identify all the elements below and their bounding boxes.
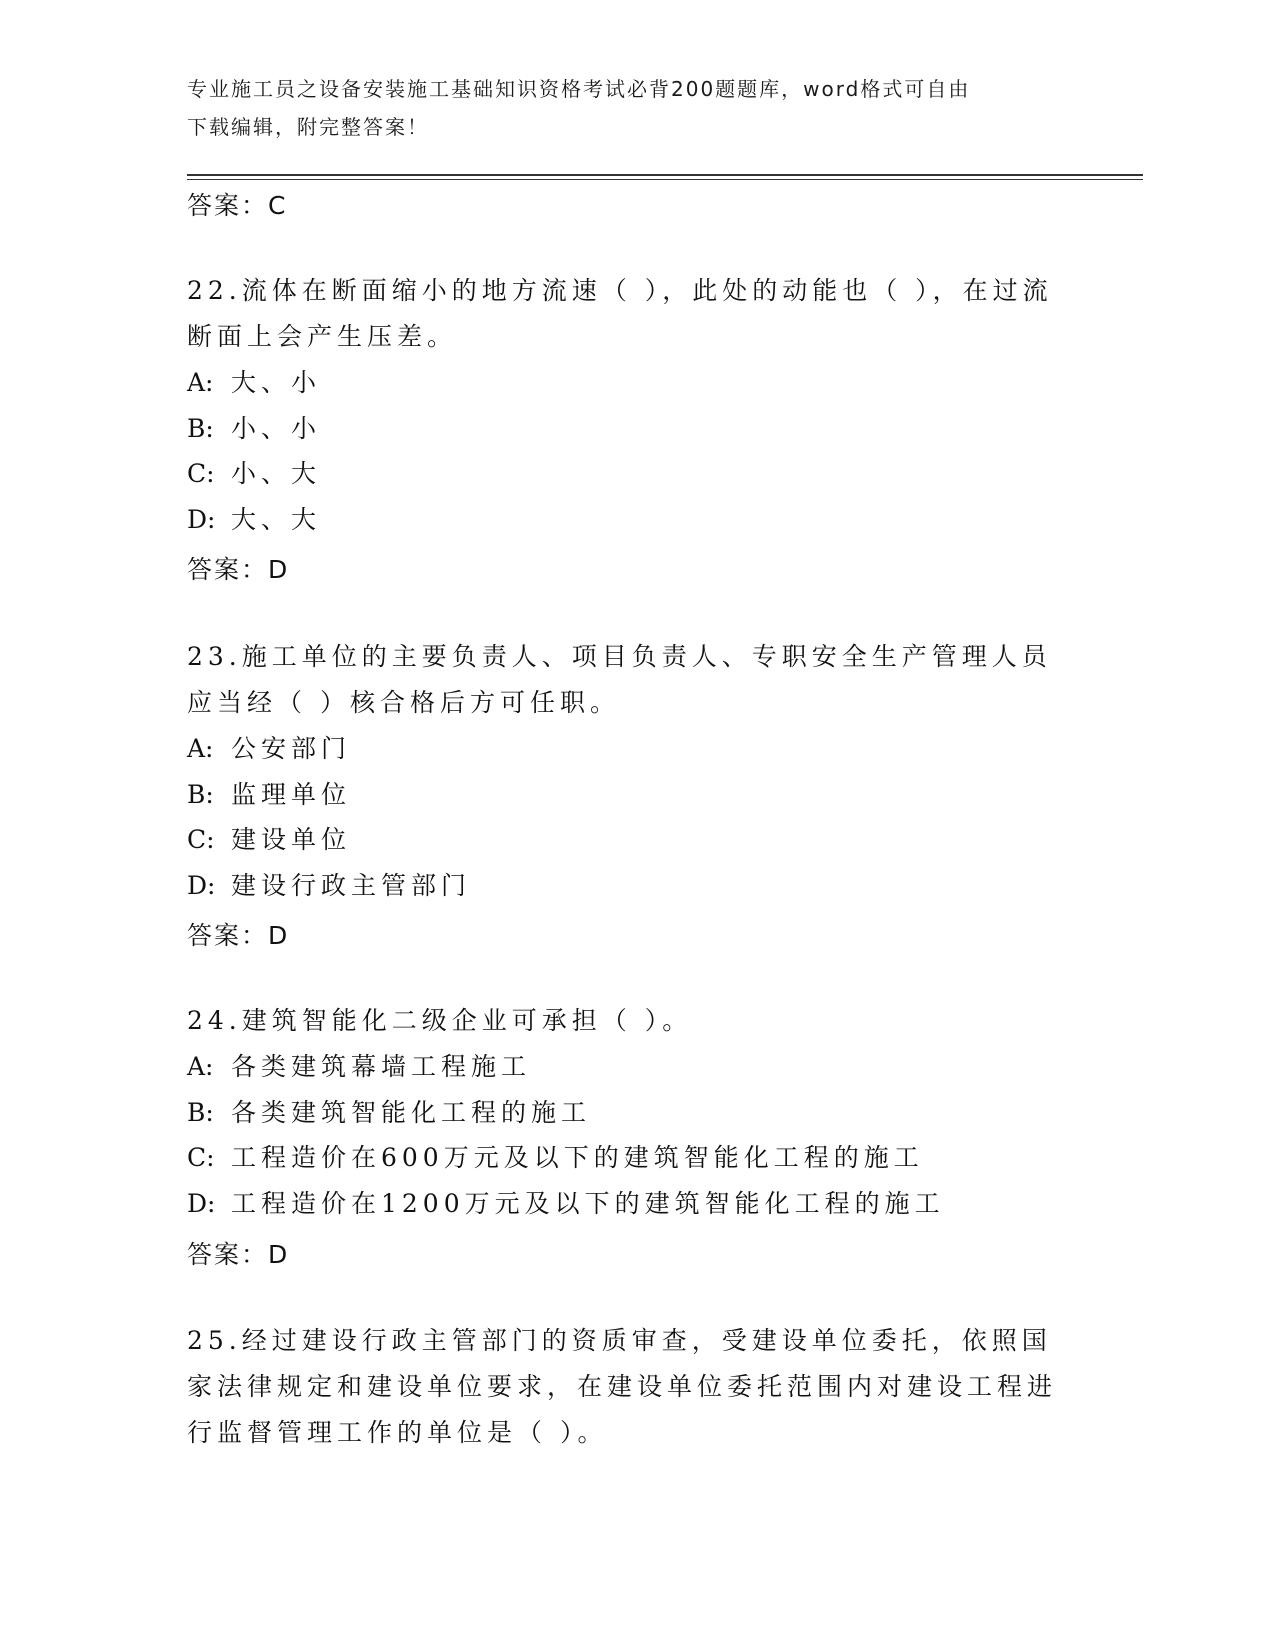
- option-text: 工程造价在1200万元及以下的建筑智能化工程的施工: [231, 1188, 945, 1218]
- option-letter: C:: [187, 825, 215, 854]
- option-text: 各类建筑幕墙工程施工: [231, 1052, 532, 1081]
- option-letter: A:: [187, 734, 214, 763]
- option-text: 大、大: [231, 504, 322, 534]
- option-text: 各类建筑智能化工程的施工: [231, 1097, 592, 1127]
- header-rule-thin: [187, 179, 1143, 180]
- option-b: [187, 772, 1067, 818]
- option-letter: D:: [187, 504, 216, 534]
- option-text: 建设行政主管部门: [231, 870, 472, 900]
- options-list: [187, 360, 1067, 542]
- option-text: 小、小: [231, 413, 322, 443]
- option-text: 工程造价在600万元及以下的建筑智能化工程的施工: [231, 1143, 924, 1172]
- options-list: [187, 1044, 1067, 1226]
- question-stem: 23.施工单位的主要负责人、项目负责人、专职安全生产管理人员应当经（ ）核合格后方可任职。: [187, 642, 1052, 717]
- option-text: 公安部门: [231, 734, 352, 763]
- answer-line: 答案：D: [187, 1240, 290, 1269]
- option-text: 建设单位: [231, 825, 352, 854]
- question-block: [187, 1318, 1067, 1456]
- option-c: [187, 451, 1067, 497]
- option-c: [187, 817, 1067, 863]
- question-stem: 22.流体在断面缩小的地方流速（ ），此处的动能也（ ），在过流断面上会产生压差。: [187, 276, 1053, 351]
- options-list: [187, 726, 1067, 908]
- question-stem: 24.建筑智能化二级企业可承担（ ）。: [187, 1006, 693, 1035]
- question-block: [187, 268, 1067, 542]
- answer-line: 答案：D: [187, 921, 290, 950]
- option-d: [187, 863, 1067, 909]
- question-block: [187, 634, 1067, 908]
- option-b: [187, 1090, 1067, 1136]
- option-letter: A:: [187, 1052, 214, 1081]
- option-a: [187, 1044, 1067, 1090]
- option-b: [187, 406, 1067, 452]
- document-header: [187, 70, 1067, 146]
- option-letter: C:: [187, 459, 215, 488]
- option-letter: D:: [187, 870, 216, 900]
- option-letter: B:: [187, 779, 214, 809]
- option-letter: B:: [187, 1097, 214, 1127]
- question-stem: 25.经过建设行政主管部门的资质审查，受建设单位委托，依照国家法律规定和建设单位要求，在建设单位委托范围内对建设工程进行监督管理工作的单位是（ ）。: [187, 1326, 1058, 1447]
- answer-line: 答案：D: [187, 555, 290, 584]
- header-line-1: 专业施工员之设备安装施工基础知识资格考试必背200题题库，word格式可自由: [187, 77, 971, 101]
- option-a: [187, 360, 1067, 406]
- option-letter: D:: [187, 1188, 216, 1218]
- option-text: 大、小: [231, 368, 322, 397]
- option-text: 监理单位: [231, 779, 352, 809]
- option-text: 小、大: [231, 459, 322, 488]
- option-letter: B:: [187, 413, 214, 443]
- option-d: [187, 497, 1067, 543]
- option-letter: A:: [187, 368, 214, 397]
- option-c: [187, 1135, 1067, 1181]
- option-a: [187, 726, 1067, 772]
- question-block: [187, 998, 1067, 1226]
- header-rule-thick: [187, 174, 1143, 176]
- option-letter: C:: [187, 1143, 215, 1172]
- header-line-2: 下载编辑，附完整答案！: [187, 115, 429, 139]
- answer-line: 答案：C: [187, 191, 288, 220]
- option-d: [187, 1181, 1067, 1227]
